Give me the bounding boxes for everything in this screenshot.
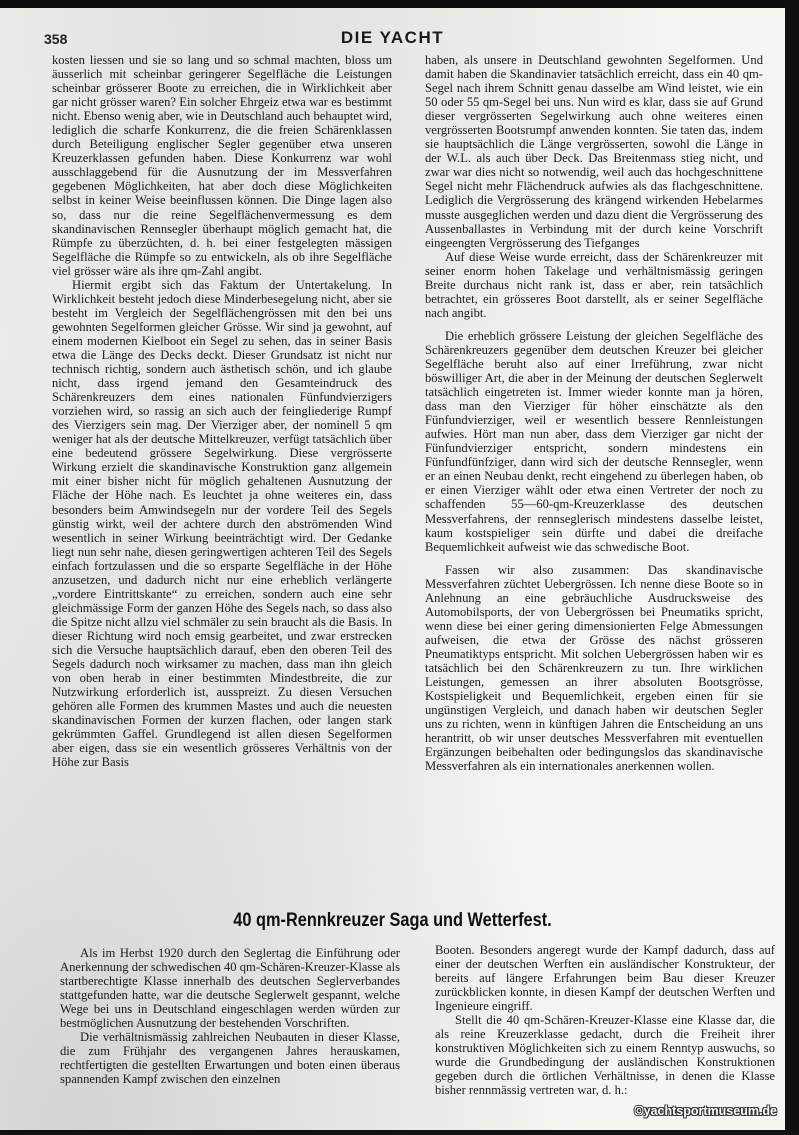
- paragraph: Als im Herbst 1920 durch den Seglertag die Einführung oder Anerkennung der schwedischen 40 qm-Schären-Kreuzer-Klasse als startberechtigte Klasse innerhalb des deutschen Seglerverbandes stattgefunden hatte, war die deutsche Seglerwelt gespannt, welche Wege bei uns in Deutschland eingeschlagen werden würden zur bestmöglichen Ausnutzung der bestehenden Vorschriften.: [60, 946, 401, 1031]
- page-number: 358: [44, 31, 68, 47]
- article-title: 40 qm-Rennkreuzer Saga und Wetterfest.: [233, 910, 552, 931]
- paragraph: Fassen wir also zusammen: Das skandinavische Messverfahren züchtet Uebergrössen. Ich nenne diese Boote so in Anlehnung an eine gebräuchliche Ausdrucksweise des Automobilsports, der von Uebergrössen bei Pneumatiks spricht, wenn diese bei einer gering dimensionierten Felge Abmessungen aufweisen, die etwa der Grösse des nächst grösseren Pneumatiktyps entspricht. Mit solchen Uebergrössen haben wir es tatsächlich bei den Schärenkreuzern zu tun. Ihre wirklichen Leistungen, gemessen an ihrer absoluten Bootsgrösse, Kostspieligkeit und Bequemlichkeit, ergeben einen für sie ungünstigen Vergleich, und danach haben wir deutschen Segler uns zu richten, wenn in künftigen Jahren die Entscheidung an uns herantritt, ob wir unser deutsches Messverfahren mit eventuellen Ergänzungen beibehalten oder bedingungslos das skandinavische Messverfahren als ein internationales anerkennen wollen.: [425, 562, 763, 774]
- new-article-right-column: [435, 943, 775, 1098]
- continued-article-right-column: [425, 53, 763, 773]
- scan-top-border: [0, 0, 799, 8]
- new-article-left-column: [60, 946, 400, 1086]
- paragraph: Die verhältnismässig zahlreichen Neubauten in dieser Klasse, die zum Frühjahr des vergangenen Jahres herauskamen, rechtfertigten die gestellten Erwartungen und boten einen überaus spannenden Kampf zwischen den einzelnen: [60, 1030, 400, 1087]
- scan-right-border: [785, 0, 799, 1135]
- paragraph: Die erheblich grössere Leistung der gleichen Segelfläche des Schärenkreuzers gegenüber dem deutschen Kreuzer bei gleicher Segelfläche beruht also auf einer Irreführung, zwar nicht böswilliger Art, die aber in der Meinung der deutschen Seglerwelt tatsächlich eingetreten ist. Immer wieder konnte man ja hören, dass man den Vierziger für höher einschätzte als den Fünfundvierziger, weil er wesentlich bessere Rennleistungen aufwies. Hört man nun aber, dass dem Vierziger gar nicht der Fünfundvierziger entspricht, sondern mindestens ein Fünfundfünfziger, dann wird sich der deutsche Rennsegler, wenn er an einen Neubau denkt, recht eingehend zu überlegen haben, ob er einen Vierziger wählt oder etwa einen Vertreter der noch zu schaffenden 55—60-qm-Kreuzerklasse des deutschen Messverfahrens, der rennseglerisch mindestens dasselbe leistet, kaum kostspieliger sein dürfte und dabei die dreifache Bequemlichkeit aufweist wie das schwedische Boot.: [425, 328, 763, 554]
- magazine-page: [0, 8, 785, 1130]
- running-head: DIE YACHT: [340, 28, 445, 47]
- paragraph: Stellt die 40 qm-Schären-Kreuzer-Klasse eine Klasse dar, die als reine Kreuzerklasse gedacht, durch die Freiheit ihrer konstruktiven Möglichkeiten sich zu einem Renntyp auswuchs, so wurde die Grundbedingung der ausländischen Konstruktionen gegeben durch die örtlichen Verhältnisse, in denen die Klasse bisher rennmässig vertreten war, d. h.:: [435, 1013, 775, 1098]
- paragraph: Booten. Besonders angeregt wurde der Kampf dadurch, dass auf einer der deutschen Werften ein ausländischer Konstrukteur, der bereits auf längere Erfahrungen beim Bau dieser Kreuzer zurückblicken konnte, in diesen Kampf der deutschen Werften und Ingenieure eingriff.: [435, 943, 775, 1014]
- copyright-watermark: ©yachtsportmuseum.de: [634, 1104, 777, 1118]
- paragraph: Auf diese Weise wurde erreicht, dass der Schärenkreuzer mit seiner enorm hohen Takelage und verhältnismässig geringen Breite durchaus nicht rank ist, dass er aber, rein tatsächlich betrachtet, ein grösseres Boot darstellt, als er seiner Segelfläche nach angibt.: [425, 249, 763, 320]
- paragraph: haben, als unsere in Deutschland gewohnten Segelformen. Und damit haben die Skandinavier tatsächlich erreicht, dass ein 40 qm-Segel nach ihrem Schnitt genau dasselbe am Wind leistet, wie ein 50 oder 55 qm-Segel bei uns. Nun wird es klar, dass sie auf Grund dieser vergrösserten Segelwirkung auch ohne weiteres einen vergrösserten Bootsrumpf anwenden konnten. Sie taten das, indem sie hauptsächlich die Länge vergrösserten, sowohl die Länge in der W.L. als auch über Deck. Das Breitenmass stieg nicht, und zwar war dies nicht so notwendig, weil auch das hochgeschnittene Segel nicht mehr Flächendruck aufwies als das flachgeschnittene. Lediglich die Vergrösserung des krängend wirkenden Hebelarmes musste ausgeglichen werden und dazu dient die Vergrösserung des Aussenballastes in Verbindung mit der durch keine Vorschrift eingeengten Vergrösserung des Tiefganges: [425, 53, 763, 250]
- continued-article-left-column: [52, 53, 392, 769]
- paragraph: kosten liessen und sie so lang und so schmal machten, bloss um äusserlich mit scheinbar geringerer Segelfläche die Leistungen scheinbar grösserer Boote zu erreichen, die in Wirklichkeit aber gar nicht grösser waren? Ein solcher Ehrgeiz etwa war es bestimmt nicht. Ebenso wenig aber, wie in Deutschland auch behauptet wird, lediglich die scharfe Konkurrenz, die die freien Schärenklassen durch Beteiligung englischer Segler gegenüber etwa unseren Kreuzerklassen gefunden haben. Diese Konkurrenz war wohl ausschlaggebend für die Ausnutzung der im Messverfahren gegebenen Möglichkeiten, hat aber doch diese Möglichkeiten selbst in keiner Weise beeinflussen können. Die Dinge lagen also so, dass nur die reine Segelflächenvermessung es dem skandinavischen Rennsegler überhaupt möglich gemacht hat, die Rümpfe zu überzüchten, d. h. bei einer festgelegten mässigen Segelfläche die Rümpfe so zu entwickeln, als ob ihre Segelfläche viel grösser wäre als ihre qm-Zahl angibt.: [52, 53, 392, 278]
- paragraph: Hiermit ergibt sich das Faktum der Untertakelung. In Wirklichkeit besteht jedoch diese Minderbesegelung nicht, aber sie besteht im Vergleich der Segelflächengrössen mit den bei uns gewohnten Segelformen gleicher Grösse. Wir sind ja gewohnt, auf einem modernen Kielboot ein Segel zu sehen, das in seiner Basis etwa die Länge des Decks deckt. Dieser Grundsatz ist nicht nur technisch richtig, sondern auch ästhetisch schön, und ich glaube nicht, dass irgend jemand den Gesamteindruck des Schärenkreuzers dem eines nationalen Fünfundvierzigers vorziehen wird, so rassig an sich auch der feingliederige Rumpf des Vierzigers sein mag. Der Vierziger aber, der nominell 5 qm weniger hat als der deutsche Mittelkreuzer, verfügt tatsächlich über eine bedeutend grössere Segelwirkung. Diese vergrösserte Wirkung erzielt die skandinavische Konstruktion ganz allgemein mit einer bisher nicht für möglich gehaltenen Ausnutzung der Fläche der Höhe nach. Es leuchtet ja ohne weiteres ein, dass besonders beim Amwindsegeln nur der vordere Teil des Segels günstig wirkt, weil der achtere durch den abströmenden Wind wesentlich in seiner Wirkung beeinträchtigt wird. Der Gedanke liegt nun sehr nahe, diesen geringwertigen achteren Teil des Segels einfach fortzulassen und die so ersparte Segelfläche in der Höhe anzusetzen, und dadurch nicht nur eine erheblich verlängerte „vordere Eintrittskante“ zu erreichen, sondern auch eine sehr gleichmässige Form der ganzen Höhe des Segels nach, so dass also die Spitze nicht allzu viel schmäler zu sein braucht als die Basis. In dieser Richtung wird noch emsig gearbeitet, und zwar erstrecken sich die Versuche hauptsächlich darauf, eben den oberen Teil des Segels dadurch noch wirksamer zu machen, dass man ihn gleich von oben herab in einer bestimmten Mindestbreite, die zur Nutzwirkung erforderlich ist, ausspreizt. Zu diesen Versuchen gehören alle Formen des krummen Mastes und auch die neuesten skandinavischen Formen der kurzen flachen, oder langen stark gekrümmten Gaffel. Grundlegend ist allen diesen Segelformen aber eigen, dass sie ein wesentlich grösseres Verhältnis von der Höhe zur Basis: [52, 277, 392, 770]
- scan-bottom-border: [0, 1130, 799, 1135]
